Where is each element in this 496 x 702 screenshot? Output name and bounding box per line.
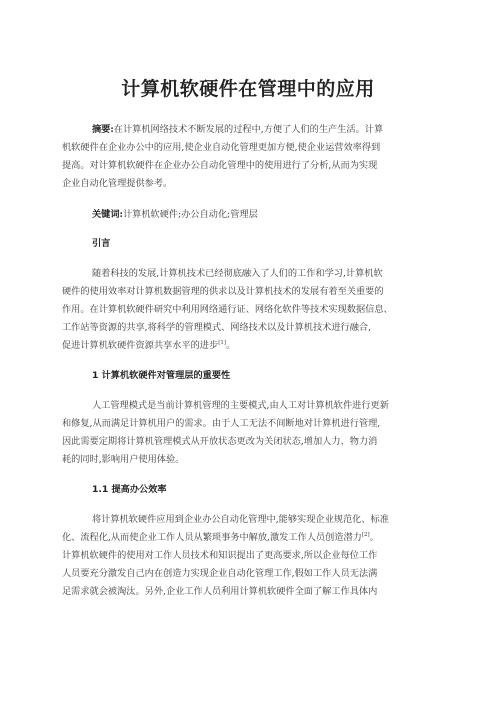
body-text: 促进计算机软硬件资源共享水平的进步 [62,340,219,351]
keywords-label: 关键词: [92,209,123,220]
body-text-end: 。 [225,340,236,351]
abstract-line: 企业自动化管理提供参考。 [62,178,173,189]
section-heading-1: 1 计算机软硬件对管理层的重要性 [92,370,231,381]
body-line: 工作站等资源的共享,将科学的管理模式、网络技术以及计算机技术进行融合, [62,322,372,333]
abstract-label: 摘要: [92,124,114,135]
body-line: 因此需要定期将计算机管理模式从开放状态更改为关闭状态,增加人力、物力消 [62,436,378,447]
citation-ref: [1] [218,339,226,346]
body-line: 足需求就会被淘汰。另外,企业工作人员利用计算机软硬件全面了解工作具体内 [62,586,378,597]
citation-ref: [2] [361,531,370,538]
keywords-text: 计算机软硬件;办公自动化;管理层 [122,209,258,220]
body-line: 将计算机软硬件应用到企业办公自动化管理中,能够实现企业规范化、标准 [92,514,389,525]
body-line: 随着科技的发展,计算机技术已经彻底融入了人们的工作和学习,计算机软 [92,268,383,279]
body-text-end: 。 [369,532,379,543]
body-line: 作用。在计算机软硬件研究中利用网络通行证、网络化软件等技术实现数据信息、 [62,304,393,315]
abstract-line [92,124,383,136]
section-heading-1-1: 1.1 提高办公效率 [92,484,167,495]
body-line: 人工管理模式是当前计算机管理的主要模式,由人工对计算机软件进行更新 [92,400,389,411]
body-line: 和修复,从而满足计算机用户的需求。由于人工无法不间断地对计算机进行管理, [62,418,381,429]
paper-title: 计算机软硬件在管理中的应用 [121,78,375,100]
section-heading-intro: 引言 [92,238,111,249]
body-line: 硬件的使用效率对计算机数据管理的供求以及计算机技术的发展有着至关重要的 [62,286,384,297]
body-text: 化、流程化,从而使企业工作人员从繁琐事务中解放,激发工作人员创造潜力 [62,532,362,543]
body-line: 耗的同时,影响用户使用体验。 [62,454,185,465]
body-line [62,532,379,544]
body-line: 计算机软硬件的使用对工作人员技术和知识提出了更高要求,所以企业每位工作 [62,550,378,561]
abstract-line: 提高。对计算机软硬件在企业办公自动化管理中的使用进行了分析,从而为实现 [62,160,378,171]
keywords-line [92,209,258,221]
abstract-line: 机软硬件在企业办公中的应用,使企业自动化管理更加方便,使企业运营效率得到 [62,142,381,153]
body-line [62,340,235,352]
abstract-text: 在计算机网络技术不断发展的过程中,方便了人们的生产生活。计算 [113,124,384,135]
body-line: 人员要充分激发自己内在创造力实现企业自动化管理工作,假如工作人员无法满 [62,568,378,579]
